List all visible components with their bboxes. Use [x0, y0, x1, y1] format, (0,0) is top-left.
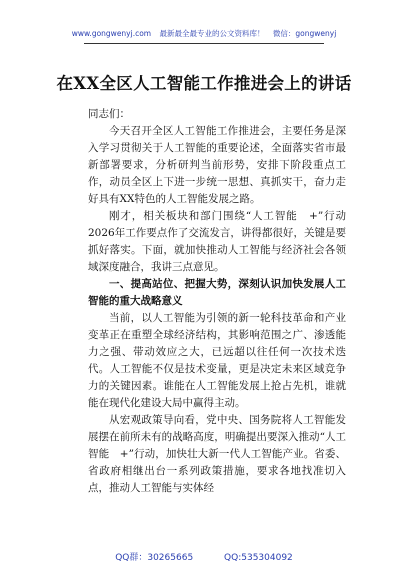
- paragraph-1: 今天召开全区人工智能工作推进会，主要任务是深入学习贯彻关于人工智能的重要论述，全面落实省市最新部署要求，分析研判当前形势，安排下阶段重点工作，动员全区上下进一步统一思想、真抓实干，奋力走好具有XX特色的人工智能发展之路。: [88, 125, 346, 205]
- footer-qq: QQ:535304092: [224, 553, 293, 563]
- document-body: [88, 106, 357, 497]
- paragraph-2: 刚才，相关板块和部门围绕“人工智能 +”行动 2026年工作要点作了交流发言，讲得都很好，关键是要抓好落实。下面，就加快推动人工智能与经济社会各领域深度融合，我讲三点意见。: [88, 210, 357, 273]
- header-site: www.gongwenyj.com: [71, 29, 152, 38]
- document-title: 在XX全区人工智能工作推进会上的讲话: [56, 74, 352, 93]
- header-slogan: 最新最全最专业的公文资料库！: [159, 29, 265, 38]
- section-heading: 一、提高站位、把握大势，深刻认识加快发展人工智能的重大战略意义: [88, 278, 346, 307]
- footer-qq-group: QQ群：30265665: [115, 553, 194, 563]
- salutation: 同志们：: [88, 108, 130, 120]
- page-header: [0, 28, 408, 39]
- page-footer: [0, 550, 408, 563]
- header-divider: [84, 43, 324, 44]
- paragraph-4: 从宏观政策导向看，党中央、国务院将人工智能发展摆在前所未有的战略高度，明确提出要深入推动“人工智能 +”行动，加快壮大新一代人工智能产业。省委、省政府相继出台一系列政策措施，要求各地找准切入点，推动人工智能与实体经: [88, 414, 346, 494]
- header-wechat: 微信：gongwenyj: [272, 29, 337, 38]
- paragraph-3: 当前，以人工智能为引领的新一轮科技革命和产业变革正在重塑全球经济结构，其影响范围之广、渗透能力之强、带动效应之大，已远超以往任何一次技术迭代。人工智能不仅是技术变量，更是决定未来区域竞争力的关键因素。谁能在人工智能发展上抢占先机，谁就能在现代化建设大局中赢得主动。: [88, 312, 346, 409]
